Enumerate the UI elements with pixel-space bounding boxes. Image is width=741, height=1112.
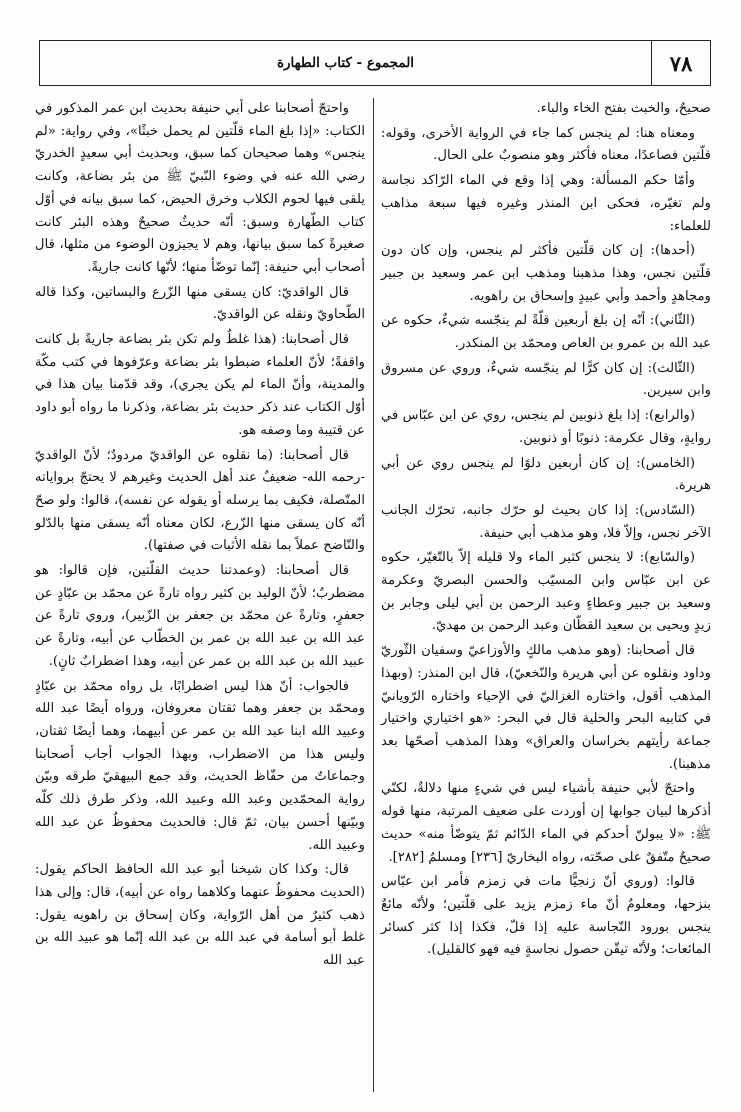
paragraph: (السّادس): إذا كان بحيث لو حرّك جانبه، تحرّك الجانب الآخر نجس، وإلاّ فلا، وهو مذهب أبي حنيفة. — [381, 502, 711, 541]
paragraph: قالوا: (وروي أنّ زنجيًّا مات في زمزم فأمر ابن عبّاس بنزحها، ومعلومٌ أنّ ماء زمزم يزيد على قلّتين؛ ولأنّه مائعٌ ينجس بورود النّجاسة عليه إذا قلّ، فكذا إذا كثر كسائر المائعات؛ ولأنّه تيقّن حصول نجاسةٍ فيه فهو كالقليل). — [381, 874, 711, 958]
paragraph: واحتجّ لأبي حنيفة بأشياء ليس في شيءٍ منها دلالةٌ، لكنّي أذكرها لبيان جوابها إن أوردت على ضعيف المرتبة، منها قوله ﷺ: «لا يبولنّ أحدكم في الماء الدّائم ثمّ يتوضّأ منه» حديث صحيحٌ متّفقٌ على صحّته، رواه البخاريّ [٢٣٦] ومسلمٌ [٢٨٢]. — [381, 781, 711, 865]
running-title: المجموع - كتاب الطهارة — [276, 55, 415, 71]
paragraph: ومعناه هنا: لم ينجس كما جاء في الرواية الأخرى، وقوله: قلّتين فصاعدًا، معناه فأكثر وهو منصوبٌ على الحال. — [381, 125, 711, 164]
paragraph: (الثّالث): إن كان كرًّا لم ينجّسه شيءٌ، وروي عن مسروق وابن سيرين. — [381, 360, 711, 399]
paragraph: قال الواقديّ: كان يسقى منها الزّرع والبساتين، وكذا قاله الطّحاويّ ونقله عن الواقديّ. — [35, 284, 365, 323]
paragraph: قال أصحابنا: (ما نقلوه عن الواقديّ مردودٌ؛ لأنّ الواقديّ -رحمه الله- ضعيفٌ عند أهل الحديث وغيرهم لا يحتجّ برواياته المتّصلة، فكيف بما يرسله أو يقوله عن نفسه)، قالوا: ولو صحّ أنّه كان يسقى منها الزّرع، لكان معناه أنّه يسقى منها بالدّلو والنّاضح عملاً بما نقله الأثبات في صفتها). — [35, 447, 365, 554]
paragraph: قال أصحابنا: (وعمدتنا حديث القلّتين، فإن قالوا: هو مضطربٌ؛ لأنّ الوليد بن كثير رواه تارةً عن محمّد بن عبّادٍ عن جعفرٍ، وتارةً عن محمّد بن جعفر بن الزّبير)، وروي تارةً عن عبد الله بن عبد الله بن عمر بن الخطّاب عن أبيه، وتارةً عن عبيد الله بن عبد الله بن عمر عن أبيه، وهذا اضطرابٌ ثانٍ). — [35, 563, 365, 669]
left-column — [35, 98, 365, 975]
column-divider — [373, 98, 374, 1092]
paragraph: (والرابع): إذا بلغ ذنوبين لم ينجس، روي عن ابن عبّاس في روايةٍ، وقال عكرمة: ذنوبًا أو ذنوبين. — [381, 408, 711, 446]
paragraph: (والسّابع): لا ينجس كثير الماء ولا قليله إلاّ بالتّغيّر، حكوه عن ابن عبّاس وابن المسيّب والحسن البصريّ وعكرمة وسعيد بن جبير وعطاءٍ وعبد الرحمن بن أبي ليلى وجابر بن زيدٍ ويحيى بن سعيد القطّان وعبد الرحمن بن مهديّ. — [381, 550, 711, 634]
paragraph: (أحدها): إن كان قلّتين فأكثر لم ينجس، وإن كان دون قلّتين نجس، وهذا مذهبنا ومذهب ابن عمر وسعيد بن جبير ومجاهدٍ وأحمد وأبي عبيدٍ وإسحاق بن راهويه. — [381, 243, 711, 304]
paragraph: واحتجّ أصحابنا على أبي حنيفة بحديث ابن عمر المذكور في الكتاب: «إذا بلغ الماء قلّتين لم يحمل خبثًا»، وفي رواية: «لم ينجس» وهما صحيحان كما سبق، وبحديث أبي سعيدٍ الخدريّ رضي الله عنه في وضوء النّبيّ ﷺ من بئر بضاعة، وكانت يلقى فيها لحوم الكلاب وخرق الحيض، كما سبق بيانه في أوّل كتاب الطّهارة وسبق: أنّه حديثٌ صحيحٌ وهذه البئر كانت صغيرةً كما سبق بيانها، وهم لا يجيزون الوضوء من مثلها، قال أصحاب أبي حنيفة: إنّما توضّأ منها؛ لأنّها كانت جاريةً. — [35, 101, 365, 275]
paragraph: قال: وكذا كان شيخنا أبو عبد الله الحافظ الحاكم يقول: (الحديث محفوظٌ عنهما وكلاهما رواه عن أبيه)، قال: وإلى هذا ذهب كثيرٌ من أهل الرّواية، وكان إسحاق بن راهويه يقول: غلط أبو أسامة في عبد الله بن عبد الله إنّما هو عبيد الله بن عبد الله — [35, 862, 365, 969]
paragraph: صحيحٌ، والخبث بفتح الخاء والباء. — [536, 101, 711, 116]
paragraph: قال أصحابنا: (وهو مذهب مالكٍ والأوزاعيّ وسفيان الثّوريّ وداود ونقلوه عن أبي هريرة والنّخعيّ)، قال ابن المنذر: (وبهذا المذهب أقول، واختاره الغزاليّ في الإحياء واختاره الرّويانيّ في كتابيه البحر والحلية قال في البحر: «هو اختياري واختيار جماعة رأيتهم بخراسان والعراق» وهذا المذهب أصحّها بعد مذهبنا). — [381, 643, 711, 772]
paragraph: فالجواب: أنّ هذا ليس اضطرابًا، بل رواه محمّد بن عبّادٍ ومحمّد بن جعفر وهما ثقتان معروفان، ورواه أيضًا عبد الله وعبيد الله ابنا عبد الله بن عمر عن أبيهما، وهما أيضًا ثقتان، وليس هذا من الاضطراب، وبهذا الجواب أجاب أصحابنا وجماعاتٌ من حفّاظ الحديث، وقد جمع البيهقيّ طرقه وبيّن رواية المحمّدين وعبد الله وعبيد الله، وذكر طرق ذلك كلّه وبيّنها أحسن بيان، ثمّ قال: فالحديث محفوظٌ عن عبد الله وعبيد الله. — [35, 678, 365, 853]
paragraph: وأمّا حكم المسألة: وهي إذا وقع في الماء الرّاكد نجاسة ولم تغيّره، فحكى ابن المنذر وغيره فيها سبعة مذاهب للعلماء: — [381, 173, 711, 234]
right-column — [381, 98, 711, 964]
page-header — [39, 40, 711, 86]
page-number: ٧٨ — [651, 41, 710, 85]
paragraph: (الخامس): إن كان أربعين دلوًا لم ينجس روي عن أبي هريرة. — [381, 455, 711, 494]
paragraph: قال أصحابنا: (هذا غلطٌ ولم تكن بئر بضاعة جاريةً بل كانت واقفةً؛ لأنّ العلماء ضبطوا بئر بضاعة وعرّفوها في كتب مكّة والمدينة، وأنّ الماء لم يكن يجري)، وقد قدّمنا بيان هذا في أوّل الكتاب عند ذكر حديث بئر بضاعة، وذكرنا ما رواه أبو داود عن قتيبة وما وصفه هو. — [35, 332, 365, 438]
paragraph: (الثّاني): أنّه إن بلغ أربعين قلّةً لم ينجّسه شيءٌ، حكوه عن عبد الله بن عمرو بن العاص ومحمّد بن المنكدر. — [381, 313, 711, 352]
